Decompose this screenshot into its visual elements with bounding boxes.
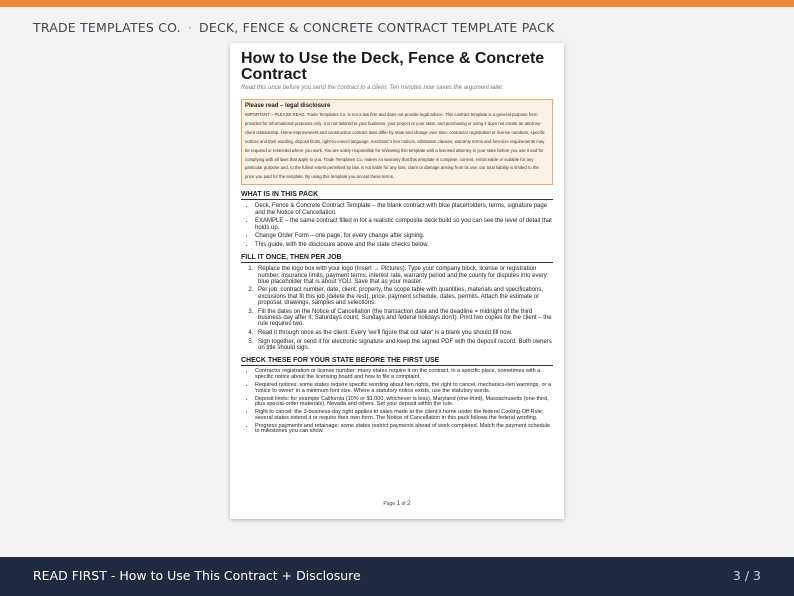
page-of-label: of [401,501,406,507]
list-item: 5. Sign together, or send it for electronic signature and keep the signed PDF with the deposit record. Both owners on title should sign. [255,339,553,352]
document-subtitle: Read this once before you send the contract to a client. Ten minutes now saves the argument later. [241,85,504,91]
list-item: • Deposit limits: for example California (10% or $1,000, whichever is less), Maryland (one-third), Massachusetts (one-third, plus special-order materials), Nevada and others. Set your deposit within the rule. [255,397,553,408]
fill-steps-list [241,266,553,351]
list-item: • Deck, Fence & Concrete Contract Template – the blank contract with blue placeholders, terms, signature page and the Notice of Cancellation. [255,203,553,216]
list-item: 2. Per job: contract number, date, client, property, the scope table with quantities, materials and specifications, exclusions that fit this job (delete the rest), price, payment schedule, dates, permits. Attach the estimate or proposal, drawings, samples and selections. [255,287,553,306]
list-item: • Required notices: some states require specific wording about lien rights, the right to cancel, mechanics-lien warnings, or a 'notice to owner' in a minimum font size. Where a statutory notice exists, use the statutory words. [255,383,553,394]
document-title: How to Use the Deck, Fence & Concrete Contract [241,50,545,83]
list-item: • Progress payments and retainage: some states restrict payments ahead of work completed. Match the payment schedule to milestones you can show. [255,424,553,435]
footer-bar [0,557,794,596]
section-heading-state: CHECK THESE FOR YOUR STATE BEFORE THE FIRST USE [241,357,553,366]
list-item: 3. Fill the dates on the Notice of Cancellation (the transaction date and the deadline = midnight of the third business day after it; Saturdays count, Sundays and federal holidays don't). Print two copies for the client – the rule requires two. [255,309,553,328]
legal-disclosure-box [241,99,553,185]
pack-title: DECK, FENCE & CONCRETE CONTRACT TEMPLATE PACK [199,20,555,35]
document-page [230,43,564,519]
accent-bar [0,0,794,7]
slide-counter: 3 / 3 [732,568,761,583]
breadcrumb-separator: · [187,20,193,35]
brand-name: TRADE TEMPLATES CO. [33,20,181,35]
list-item: 4. Read it through once as the client. Every 'we'll figure that out later' is a blank you should fill now. [255,330,553,336]
list-item: • Contractor registration or license number: many states require it on the contract, in a specific place, sometimes with a specific notice about the licensing board and how to file a complaint. [255,369,553,380]
state-checks-list [241,369,553,435]
list-item: • This guide, with the disclosure above and the state checks below. [255,242,553,248]
page-number [230,500,564,507]
slide-title: READ FIRST - How to Use This Contract + Disclosure [33,568,361,583]
section-heading-fill: FILL IT ONCE, THEN PER JOB [241,254,553,263]
list-item: 1. Replace the logo box with your logo (Insert → Pictures). Type your company block, license or registration number, insurance limits, payment terms, interest rate, warranty period and the county for disputes into every blue placeholder that is about YOU. Save that as your master. [255,266,553,285]
breadcrumb [33,20,555,35]
page-label: Page [383,501,396,507]
page-current: 1 [396,500,401,507]
pack-contents-list [241,203,553,248]
list-item: • Change Order Form – one page, for every change after signing. [255,233,553,239]
disclosure-body: IMPORTANT – PLEASE READ. Trade Templates Co. is not a law firm and does not provide legal advice. This contract template is a general-purpose form provided for informational purposes only. It is not tailored to your business, your project or your state, and purchasing or using it does not create an attorney-client relationship. Home-improvement and construction contract laws differ by state and change over time: contractor registration or license numbers, specific notices and their wording, deposit limits, right-to-cancel language, mechanic's lien notices, arbitration clauses, warranty terms and font-size requirements may be required or restricted where you work. You are solely responsible for reviewing this template with a licensed attorney in your state before you use it and for complying with all laws that apply to you. Trade Templates Co. makes no warranty that this template is complete, current, enforceable or suitable for any particular purpose and, to the fullest extent permitted by law, is not liable for any loss, claim or damage arising from its use; our total liability is limited to the price you paid for the template. By using this template you accept these terms. [245,112,545,180]
disclosure-title: Please read – legal disclosure [245,103,331,109]
page-total: 2 [407,500,411,507]
section-heading-pack: WHAT IS IN THIS PACK [241,191,553,200]
document-content [241,51,553,437]
list-item: • EXAMPLE – the same contract filled in for a realistic composite deck build so you can see the level of detail that holds up. [255,218,553,231]
list-item: • Right to cancel: the 3-business-day right applies to sales made at the client's home under the federal Cooling-Off Rule; several states extend it or require their own form. The Notice of Cancellation in this pack follows the federal wording. [255,410,553,421]
